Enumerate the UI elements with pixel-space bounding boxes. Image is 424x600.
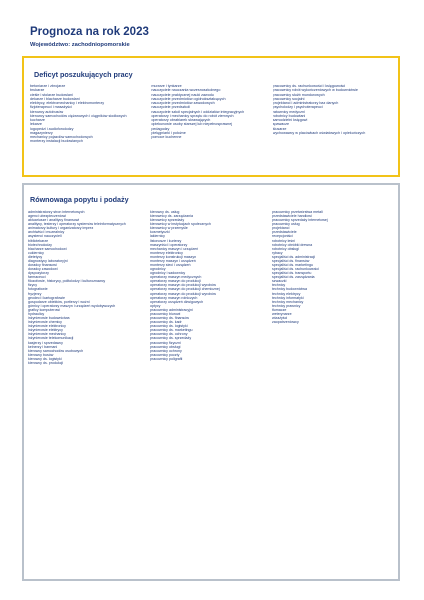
page-title: Prognoza na rok 2023 [30,26,149,38]
occupation-item: elektrycy, elektromechanicy i elektromonterzy [30,101,105,105]
occupation-item: robotnicy obsługi [272,246,299,251]
occupation-item: robotnicy obróbki drewna [272,242,313,247]
occupation-item: pedagodzy [151,126,170,131]
occupation-item: pracownicy fizyczni [150,340,181,345]
occupation-item: kierowcy samochodów ciężarowych i ciągników siodłowych [30,113,127,118]
occupation-item: operatorzy maszyn do produkcji wyrobów [150,291,216,296]
occupation-item: robotnicy budowlani [272,113,306,118]
occupation-item: pracownicy socjalni [272,96,305,101]
occupation-item: dyspozytorzy [28,271,49,276]
occupation-item: pracownicy usług [272,222,300,227]
occupation-item: recepcjoniści [272,234,293,239]
occupation-item: nauczyciele przedmiotów ogólnokształcących [151,96,226,101]
occupation-item: operatorzy maszyn do produkcji [150,279,201,284]
occupation-item: inżynierowie chemicy [28,320,62,325]
occupation-item: pracownicy biurowi [150,311,181,316]
occupation-item: dekarze i blacharze budowlani [30,96,80,101]
occupation-item: pomoce kuchenne [151,135,182,139]
occupation-item: monterzy konstrukcji maszyn [150,254,197,259]
occupation-item: pracownicy przetwórstwa metali [272,210,323,214]
occupation-item: monterzy elektronicy [150,250,183,255]
occupation-item: aktuariusze i analitycy finansowi [28,218,80,223]
occupation-item: inżynierowie elektronicy [28,324,66,329]
occupation-item: pracownicy służb mundurowych [272,92,325,97]
occupation-item: robotnicy leśni [272,238,295,243]
occupation-item: pracownicy ds. logistyki [150,324,188,329]
occupation-item: monterzy instalacji budowlanych [30,139,83,144]
occupation-item: kierowcy ds. produkcji [28,360,64,365]
occupation-item: asystenci nauczycieli [28,234,62,239]
occupation-item: bibliotekarze [28,238,49,243]
occupation-item: geodeci i kartografowie [28,295,65,300]
occupation-item: ratownicy medyczni [272,109,305,114]
occupation-item: inżynierowie elektrycy [28,328,63,333]
occupation-item: technicy elektrycy [272,291,301,296]
occupation-item: cieśle i stolarze budowlani [30,92,73,97]
occupation-item: animatorzy kultury i organizatorzy imprez [28,226,94,231]
occupation-item: fotografowie [28,287,48,292]
occupation-item: fizjoterapeuci i masażyści [30,105,72,110]
occupation-item: cukiernicy [28,250,44,255]
balance-panel-title: Równowaga popytu i podaży [30,195,129,204]
occupation-item: samodzielni księgowi [272,118,308,122]
occupation-item: inżynierowie mechanicy [28,332,66,337]
occupation-item: pracownicy administracyjni [150,307,193,312]
occupation-item: betoniarze i zbrojarze [30,84,66,88]
occupation-item: kierownicy ds. zarządzania [150,214,193,219]
occupation-item: kierowcy samochodów osobowych [28,348,84,353]
occupation-item: fizycy [28,283,37,288]
occupation-item: blacharze samochodowi [28,246,67,251]
deficit-panel [22,56,400,177]
occupation-item: biotechnolodzy [28,242,52,247]
occupation-item: lekarze [30,122,42,127]
occupation-item: pielęgniarki i położne [151,130,186,135]
occupation-item: specjaliści ds. zarządzania [272,275,315,280]
occupation-item: pracownicy ds. ochrony [150,332,188,337]
occupation-item: górnicy i operatorzy maszyn i urządzeń wydobywczych [28,303,116,308]
occupation-item: archiwiści i muzealnicy [28,230,65,235]
occupation-item: specjaliści ds. transportu [272,271,312,276]
occupation-column [28,210,150,365]
occupation-item: wychowawcy w placówkach oświatowych i opiekuńczych [272,130,366,135]
occupation-column [272,210,394,365]
occupation-item: pracownicy robót wykończeniowych w budownictwie [272,88,358,93]
occupation-item: pracownicy ds. finansów [150,316,189,321]
occupation-item: doradcy zawodowi [28,267,58,272]
occupation-item: mechanicy maszyn i urządzeń [150,246,199,251]
occupation-item: pracownicy obsługi [150,344,181,349]
occupation-item: nauczyciele nauczania wczesnoszkolnego [151,88,221,93]
occupation-item: pracownicy ds. kadr [150,320,182,325]
occupation-item: kierownicy w przemyśle [150,226,188,231]
occupation-item: pracownicy ds. rachunkowości i księgowości [272,84,346,88]
occupation-item: technicy budownictwa [272,287,307,292]
occupation-item: inżynierowie telekomunikacji [28,336,74,341]
occupation-item: pracownicy sprzedaży internetowej [272,218,328,223]
occupation-item: nauczyciele praktycznej nauki zawodu [151,92,214,97]
occupation-item: analitycy, testerzy i operatorzy systemów teleinformatycznych [28,222,126,227]
occupation-item: murarze i tynkarze [151,84,182,88]
occupation-item: inżynierowie budownictwa [28,316,70,321]
occupation-item: kierownicy w instytucjach społecznych [150,222,211,227]
occupation-column [30,84,151,144]
occupation-item: wizażyści [272,316,288,321]
occupation-item: przedstawiciele handlowi [272,214,312,219]
occupation-item: fryzjerzy [28,291,42,296]
occupation-item: listonosze i kurierzy [150,238,182,243]
occupation-item: ślusarze [272,126,287,131]
occupation-item: pracownicy ds. marketingu [150,328,193,333]
occupation-item: kierowcy busów [28,352,54,357]
occupation-item: mechanicy pojazdów samochodowych [30,135,93,139]
occupation-item: dietetycy [28,254,43,259]
occupation-item: ogrodnicy i sadownicy [150,271,186,276]
occupation-item: operatorzy urządzeń dźwigowych [150,299,204,304]
occupation-item: operatorzy maszyn do produkcji wyrobów [150,283,216,288]
occupation-item: nauczyciele szkół specjalnych i oddziałów integracyjnych [151,109,245,114]
occupation-item: specjaliści ds. administracji [272,254,316,259]
occupation-item: diagnostycy laboratoryjni [28,258,68,263]
occupation-item: gospodarze obiektów, portierzy i woźni [28,299,90,304]
occupation-item: psycholodzy i psychoterapeuci [272,105,323,110]
occupation-item: farmaceuci [28,275,46,280]
occupation-item: technicy informatyki [272,295,304,300]
occupation-item: agenci ubezpieczeniowi [28,214,66,219]
occupation-item: pracownicy poczty [150,352,180,357]
occupation-item: projektanci i administratorzy baz danych [272,101,339,105]
occupation-item: rybacy [272,250,283,255]
occupation-item: pracownicy ochrony [150,348,182,353]
deficit-panel-title: Deficyt poszukujących pracy [34,70,133,79]
occupation-item: szwaczki [272,279,287,284]
occupation-item: operatorzy maszyn rolniczych [150,295,198,300]
occupation-item: monterzy maszyn i urządzeń [150,258,196,263]
occupation-item: kucharze [30,118,45,122]
occupation-item: technicy prawnicy [272,303,301,308]
occupation-item: operatorzy obrabiarek skrawających [151,118,211,122]
occupation-item: hydraulicy [28,311,45,316]
occupation-item: specjaliści ds. rachunkowości [272,267,319,272]
occupation-item: magazynierzy [30,130,53,135]
balance-panel [22,183,400,581]
occupation-item: przedstawiciele [272,230,297,235]
occupation-column [273,84,394,144]
occupation-item: operatorzy i mechanicy sprzętu do robót ziemnych [151,113,234,118]
occupation-item: administratorzy stron internetowych [28,210,85,214]
occupation-item: spawacze [272,122,290,127]
deficit-columns [30,84,394,144]
occupation-item: kasjerzy i sprzedawcy [28,340,63,345]
occupation-item: kierownicy sprzedaży [150,218,185,223]
occupation-column [150,210,272,365]
occupation-item: technicy mechanicy [272,299,304,304]
occupation-item: operatorzy maszyn do produkcji chemicznej [150,287,220,292]
occupation-item: opiekunowie osoby starszej lub niepełnosprawnej [151,122,233,127]
occupation-item: optycy [150,303,161,308]
occupation-item: kierowcy ds. logistyki [28,356,62,361]
occupation-item: projektanci [272,226,290,231]
occupation-item: lakiernicy [150,234,165,239]
occupation-item: graficy komputerowi [28,307,60,312]
page-subtitle: Województwo: zachodniopomorskie [30,42,130,48]
occupation-item: nauczyciele przedszkoli [151,105,191,110]
occupation-item: technicy [272,283,286,288]
occupation-item: kosmetyczki [150,230,170,235]
occupation-item: kelnerzy i barmani [28,344,58,349]
occupation-item: brukarze [30,88,45,93]
occupation-item: kierowcy autobusów [30,109,64,114]
occupation-item: monterzy sieci i urządzeń [150,263,191,268]
occupation-item: ogrodnicy [150,267,166,272]
occupation-item: filozofowie, historycy, politolodzy i kulturoznawcy [28,279,106,284]
occupation-item: kierowcy ds. usług [150,210,180,214]
occupation-item: pracownicy poligrafii [150,356,183,361]
occupation-item: logopedzi i audiofonolodzy [30,126,74,131]
occupation-item: zaopatrzeniowcy [272,320,299,325]
balance-columns [28,210,394,365]
occupation-item: doradcy finansowi [28,263,57,268]
occupation-item: specjaliści ds. finansów [272,258,310,263]
occupation-item: weterynarze [272,311,292,316]
occupation-item: maszyniści i operatorzy [150,242,188,247]
occupation-item: nauczyciele przedmiotów zawodowych [151,101,215,105]
occupation-item: tłumacze [272,307,287,312]
occupation-item: operatorzy maszyn medycznych [150,275,202,280]
occupation-item: pracownicy ds. sprzedaży [150,336,192,341]
occupation-column [151,84,272,144]
occupation-item: specjaliści ds. marketingu [272,263,313,268]
